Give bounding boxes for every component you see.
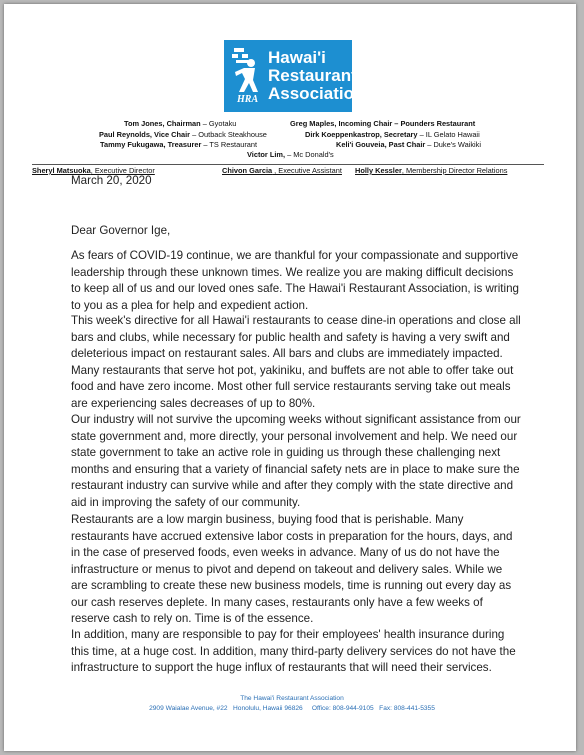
- staff-executive-director: Sheryl Matsuoka, Executive Director: [32, 166, 155, 175]
- hra-logo: [224, 40, 365, 112]
- logo-line-2: Restaurant: [268, 66, 357, 85]
- logo-line-3: Association: [268, 84, 365, 103]
- staff-membership-director: Holly Kessler, Membership Director Relations: [355, 166, 508, 175]
- logo-line-1: Hawai'i: [268, 48, 326, 67]
- paragraph: Restaurants are a low margin business, buying food that is perishable. Many restaurants have accrued extensive labor costs in preparation for the hours, days, and in the case of preserved foods, even weeks in advance. Many of us do not have the infrastructure or menus to pivot and depend on takeout and delivery sales. While we are scrambling to create these new business models, time is running out every day as our cash reserves deplete. In many cases, restaurants only have a few weeks of reserve cash to rely on. Time is of the essence.: [71, 513, 513, 625]
- letter-date: March 20, 2020: [71, 174, 152, 187]
- paragraph: Our industry will not survive the upcoming weeks without significant assistance from our state government and, more directly, your personal involvement and help. We need our state government to take an active role in guiding us through these challenging next months and ensuring that a variety of financial safety nets are in place to make sure the restaurant industry can survive while and after they comply with the state directive and aid in improving the safety of our community.: [71, 413, 521, 509]
- officer-secretary: Dirk Koeppenkastrop, Secretary – IL Gelato Hawaii: [305, 130, 480, 139]
- letterhead-divider: [32, 164, 544, 165]
- staff-executive-assistant: Chivon Garcia , Executive Assistant: [222, 166, 342, 175]
- officer-vice-chair: Paul Reynolds, Vice Chair – Outback Steakhouse: [99, 130, 267, 139]
- paragraph: As fears of COVID-19 continue, we are thankful for your compassionate and supportive leadership through these unknown times. We realize you are making difficult decisions to keep all of us and our loved ones safe. The Hawai'i Restaurant Association, is writing to you as a plea for help and expedient action.: [71, 249, 519, 312]
- salutation: Dear Governor Ige,: [71, 224, 171, 237]
- officer-treasurer: Tammy Fukugawa, Treasurer – TS Restaurant: [100, 140, 258, 149]
- officer-chairman: Tom Jones, Chairman – Gyotaku: [124, 119, 237, 128]
- paragraph: This week's directive for all Hawai'i restaurants to cease dine-in operations and close all bars and clubs, while necessary for public health and safety is having a very swift and deleterious impact on restaurant sales. All bars and clubs are immediately impacted. Many restaurants that serve hot pot, yakiniku, and buffets are not able to offer take out food and have zero income. Most other full service restaurants serving take out meals are experiencing sales decreases of up to 80%.: [71, 314, 521, 410]
- officer-incoming-chair: Greg Maples, Incoming Chair – Pounders Restaurant: [290, 119, 476, 128]
- paragraph: In addition, many are responsible to pay for their employees' health insurance during this time, at a huge cost. In addition, many third-party delivery services do not have the infrastructure to support the huge influx of restaurants that will need their services.: [71, 628, 516, 674]
- footer-org: The Hawai'i Restaurant Association: [240, 695, 344, 702]
- officer-past-chair: Keli'i Gouveia, Past Chair – Duke's Waikiki: [336, 140, 482, 149]
- logo-abbr: HRA: [237, 94, 259, 105]
- officer-member: Victor Lim, – Mc Donald's: [247, 150, 334, 159]
- footer-address: 2909 Waialae Avenue, #22 Honolulu, Hawaii 96826 Office: 808-944-9105 Fax: 808-441-5355: [149, 705, 435, 712]
